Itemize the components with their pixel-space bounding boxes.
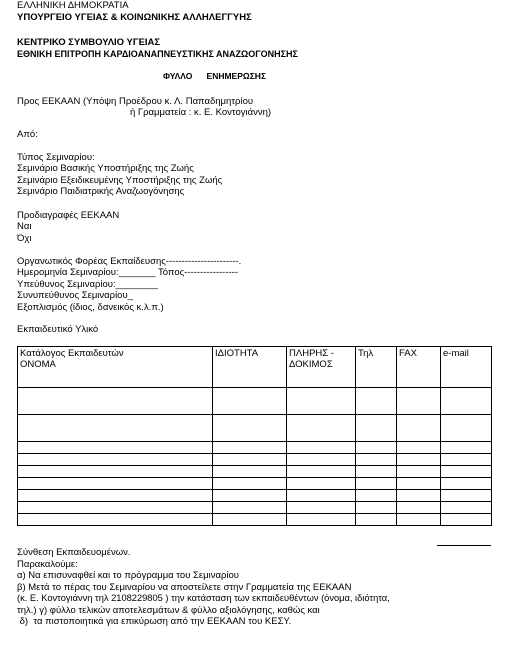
header-capacity: ΙΔΙΟΤΗΤΑ bbox=[213, 347, 287, 388]
header-email: e-mail bbox=[441, 347, 492, 388]
recipient-line-2: ή Γραμματεία : κ. Ε. Κοντογιάννη) bbox=[130, 107, 272, 118]
note-item-b-line-1: β) Μετά το πέρας του Σεμιναρίου να αποστείλετε στην Γραμματεία της ΕΕΚΑΑΝ bbox=[17, 582, 352, 593]
seminar-option-pediatric: Σεμινάριο Παιδιατρικής Αναζωογόνησης bbox=[17, 186, 185, 197]
seminar-option-advanced: Σεμινάριο Εξειδικευμένης Υποστήριξης της Ζωής bbox=[17, 175, 223, 186]
date-place-field: Ημερομηνία Σεμιναρίου:_______ Τόπος----------------- bbox=[17, 267, 238, 278]
council-heading: ΚΕΝΤΡΙΚΟ ΣΥΜΒΟΥΛΙΟ ΥΓΕΙΑΣ bbox=[17, 37, 161, 48]
header-status: ΠΛΗΡΗΣ - ΔΟΚΙΜΟΣ bbox=[287, 347, 356, 388]
equipment-field: Εξοπλισμός (ίδιος, δανεικός κ.λ.π.) bbox=[17, 302, 164, 313]
committee-heading: ΕΘΝΙΚΗ ΕΠΙΤΡΟΠΗ ΚΑΡΔΙΟΑΝΑΠΝΕΥΣΤΙΚΗΣ ΑΝΑΖΩΟΓΟΝΗΣΗΣ bbox=[17, 49, 298, 59]
co-responsible-field: Συνυπεύθυνος Σεμιναρίου_ bbox=[17, 290, 133, 301]
table-row bbox=[18, 388, 492, 415]
request-label: Παρακαλούμε: bbox=[17, 559, 78, 570]
republic-heading: ΕΛΛΗΝΙΚΗ ΔΗΜΟΚΡΑΤΙΑ bbox=[17, 0, 129, 11]
form-title: ΦΥΛΛΟ ΕΝΗΜΕΡΩΣΗΣ bbox=[163, 71, 267, 81]
table-row bbox=[18, 442, 492, 454]
instructors-table bbox=[17, 346, 492, 526]
from-label: Από: bbox=[17, 129, 38, 140]
ministry-heading: ΥΠΟΥΡΓΕΙΟ ΥΓΕΙΑΣ & ΚΟΙΝΩΝΙΚΗΣ ΑΛΛΗΛΕΓΓΥΗΣ bbox=[17, 12, 252, 23]
responsible-field: Υπεύθυνος Σεμιναρίου:________ bbox=[17, 279, 158, 290]
specs-yes: Ναι bbox=[17, 221, 32, 232]
specs-no: Όχι bbox=[17, 233, 32, 244]
header-instructor-name: Κατάλογος Εκπαιδευτών ΟΝΟΜΑ bbox=[18, 347, 213, 388]
table-row bbox=[18, 454, 492, 466]
material-label: Εκπαιδευτικό Υλικό bbox=[17, 324, 99, 335]
table-row bbox=[18, 490, 492, 502]
table-row bbox=[18, 415, 492, 442]
composition-label: Σύνθεση Εκπαιδευομένων. bbox=[17, 547, 131, 558]
table-row bbox=[18, 478, 492, 490]
table-row bbox=[18, 466, 492, 478]
table-header-row bbox=[18, 347, 492, 388]
seminar-option-basic: Σεμινάριο Βασικής Υποστήριξης της Ζωής bbox=[17, 163, 194, 174]
note-item-d: δ) τα πιστοποιητικά για επικύρωση από την ΕΕΚΑΑΝ του ΚΕΣΥ. bbox=[17, 616, 292, 627]
specs-label: Προδιαγραφές ΕΕΚΑΑΝ bbox=[17, 210, 120, 221]
table-row bbox=[18, 502, 492, 514]
note-item-a: α) Να επισυναφθεί και το πρόγραμμα του Σεμιναρίου bbox=[17, 570, 239, 581]
note-item-b-line-3: τηλ.) γ) φύλλο τελικών αποτελεσμάτων & φύλλο αξιολόγησης, καθώς και bbox=[17, 605, 320, 616]
recipient-line-1: Προς ΕΕΚΑΑΝ (Υπόψη Προέδρου κ. Λ. Παπαδημητρίου bbox=[17, 96, 254, 107]
header-fax: FAX bbox=[397, 347, 441, 388]
table-tail-line bbox=[437, 545, 491, 546]
seminar-type-label: Τύπος Σεμιναρίου: bbox=[17, 152, 95, 163]
header-phone: Τηλ bbox=[356, 347, 397, 388]
table-row bbox=[18, 514, 492, 526]
note-item-b-line-2: (κ. Ε. Κοντογιάννη τηλ 2108229805 ) την κατάσταση των εκπαιδευθέντων (όνομα, ιδιότητα, bbox=[17, 593, 390, 603]
organizer-field: Οργανωτικός Φορέας Εκπαίδευσης-----------------------. bbox=[17, 256, 242, 267]
